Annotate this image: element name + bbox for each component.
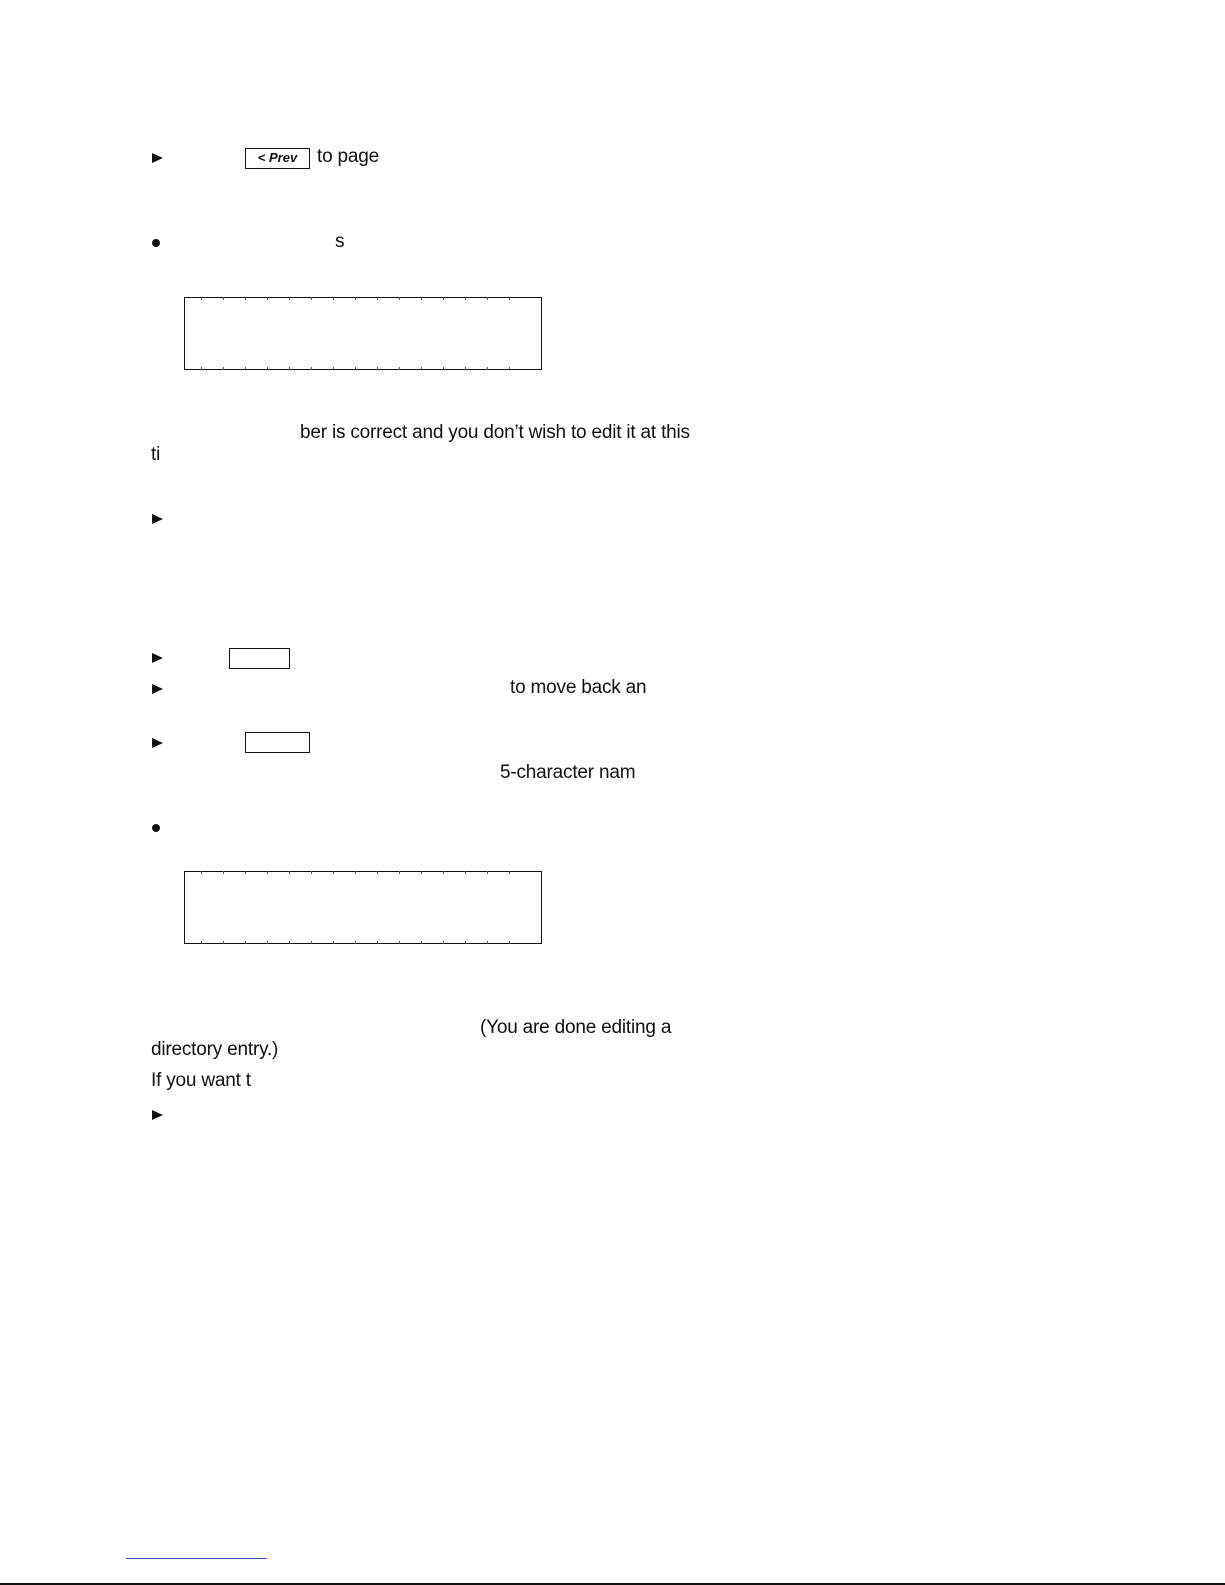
step-arrow-icon [152, 514, 163, 524]
step-arrow-icon [152, 1110, 163, 1120]
display-ticks-bottom [185, 367, 541, 370]
text-line: If you want t [151, 1070, 251, 1091]
text-line: (You are done editing a [480, 1017, 672, 1038]
prev-key: < Prev [245, 148, 310, 169]
step-arrow-icon [152, 153, 163, 163]
bullet-icon [152, 239, 160, 247]
display-box [184, 297, 542, 370]
blank-key [245, 732, 310, 753]
text-line: ber is correct and you don’t wish to edit it at this [300, 422, 690, 443]
step-arrow-icon [152, 684, 163, 694]
step-arrow-icon [152, 653, 163, 663]
text-line: to page [317, 146, 379, 167]
step-arrow-icon [152, 738, 163, 748]
text-line: to move back an [510, 677, 647, 698]
display-ticks-top [185, 297, 541, 300]
blank-key [229, 648, 290, 669]
text-line: 5-character nam [500, 762, 636, 783]
display-ticks-bottom [185, 941, 541, 944]
display-ticks-top [185, 871, 541, 874]
text-line: s [335, 231, 345, 252]
text-line: ti [151, 444, 161, 465]
footnote-rule [126, 1558, 267, 1559]
text-line: directory entry.) [151, 1039, 279, 1060]
bullet-icon [152, 824, 160, 832]
display-box [184, 871, 542, 944]
